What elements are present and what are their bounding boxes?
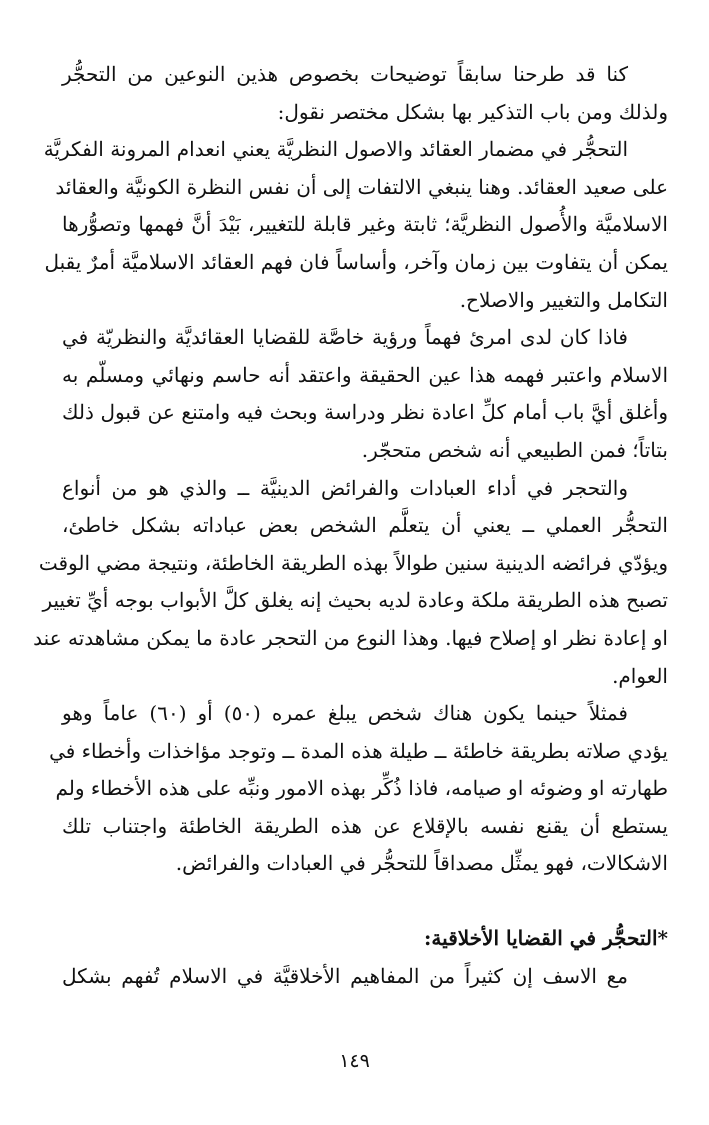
text-line: يمكن أن يتفاوت بين زمان وآخر، وأساساً فان فهم العقائد الاسلاميَّة أمرٌ يقبل xyxy=(44,249,668,274)
text-line: على صعيد العقائد. وهنا ينبغي الالتفات إلى أن نفس النظرة الكونيَّة والعقائد xyxy=(55,174,668,199)
text-line: التحجُّر العملي ــ يعني أن يتعلَّم الشخص بعض عباداته بشكل خاطئ، xyxy=(62,513,668,538)
text-line: التحجُّر في مضمار العقائد والاصول النظريَّة يعني انعدام المرونة الفكريَّة xyxy=(43,137,628,162)
paragraph xyxy=(43,131,668,319)
paragraph xyxy=(62,319,668,469)
page-body xyxy=(33,56,668,995)
text-line: يستطع أن يقنع نفسه بالإقلاع عن هذه الطريقة الخاطئة واجتناب تلك xyxy=(62,813,668,838)
text-line: الاسلام واعتبر فهمه هذا عين الحقيقة واعتقد أنه حاسم ونهائي ومسلّم به xyxy=(62,362,668,387)
paragraph xyxy=(33,470,668,696)
paragraph xyxy=(62,56,668,131)
text-line: والتحجر في أداء العبادات والفرائض الدينيَّة ــ والذي هو من أنواع xyxy=(62,475,628,500)
text-line: فمثلاً حينما يكون هناك شخص يبلغ عمره (٥٠) أو (٦٠) عاماً وهو xyxy=(62,701,628,726)
section-gap xyxy=(62,883,668,920)
paragraph xyxy=(62,958,668,996)
text-line: الاسلاميَّة والأُصول النظريَّة؛ ثابتة وغير قابلة للتغيير، بَيْدَ أنَّ فهمها وتصوُّرها xyxy=(62,212,668,237)
text-line: كنا قد طرحنا سابقاً توضيحات بخصوص هذين النوعين من التحجُّر xyxy=(62,62,628,86)
text-line: العوام. xyxy=(612,663,668,688)
text-line: طهارته او وضوئه او صيامه، فاذا ذُكِّر بهذه الامور ونبِّه على هذه الأخطاء ولم xyxy=(55,776,668,801)
text-line: فاذا كان لدى امرئ فهماً ورؤية خاصَّة للقضايا العقائديَّة والنظريّة في xyxy=(62,325,628,350)
section-heading: *التحجُّر في القضايا الأخلاقية: xyxy=(424,926,668,951)
text-line: او إعادة نظر او إصلاح فيها. وهذا النوع من التحجر عادة ما يمكن مشاهدته عند xyxy=(33,625,668,650)
text-line: يؤدي صلاته بطريقة خاطئة ــ طيلة هذه المدة ــ وتوجد مؤاخذات وأخطاء في xyxy=(49,738,668,763)
text-line: ويؤدّي فرائضه الدينية سنين طوالاً بهذه الطريقة الخاطئة، ونتيجة مضي الوقت xyxy=(38,550,668,575)
text-line: بتاتاً؛ فمن الطبيعي أنه شخص متحجّر. xyxy=(361,437,668,462)
text-line: ولذلك ومن باب التذكير بها بشكل مختصر نقول: xyxy=(277,99,668,124)
text-line: التكامل والتغيير والاصلاح. xyxy=(459,287,668,312)
text-line: وأغلق أيَّ باب أمام كلِّ اعادة نظر ودراسة وبحث فيه وامتنع عن قبول ذلك xyxy=(62,400,668,425)
text-line: الاشكالات، فهو يمثِّل مصداقاً للتحجُّر في العبادات والفرائض. xyxy=(175,851,668,876)
text-line: مع الاسف إن كثيراً من المفاهيم الأخلاقيَّة في الاسلام تُفهم بشكل xyxy=(62,963,628,988)
text-line: تصبح هذه الطريقة ملكة وعادة لديه بحيث إنه يغلق كلَّ الأبواب بوجه أيِّ تغيير xyxy=(42,588,668,613)
page-number: ١٤٩ xyxy=(339,1050,370,1072)
paragraph xyxy=(49,695,668,883)
